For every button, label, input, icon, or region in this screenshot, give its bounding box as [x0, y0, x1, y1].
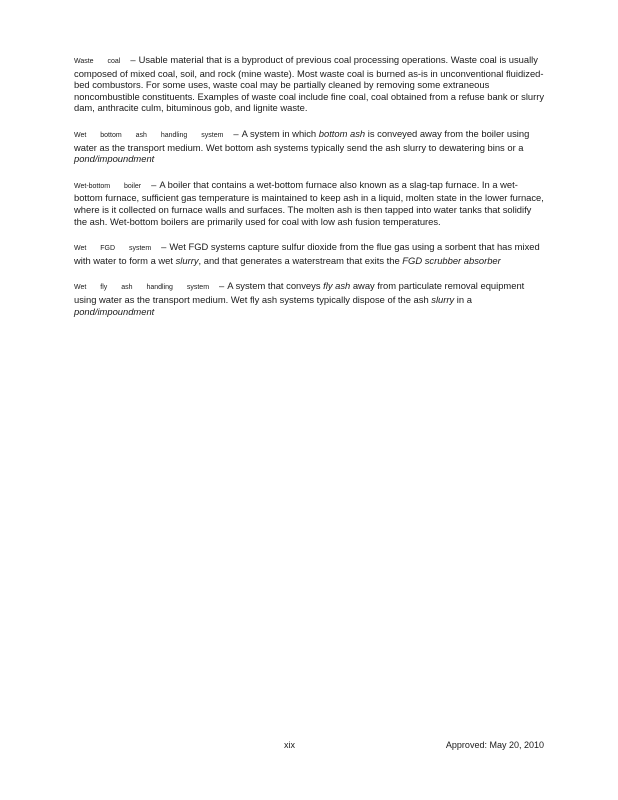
definition-text: , and that generates a waterstream that exits the: [198, 254, 403, 266]
glossary-term: Waste coal: [74, 58, 121, 65]
definition-text: A boiler that contains a wet-bottom furnace also known as a slag-tap furnace. In a wet-bottom furnace, sufficient gas temperature is maintained to keep ash in a liquid, molten state in the lower furnace, where is it collected on furnace walls and surfaces. The molten ash is then tapped into water tanks that solidify the ash. Wet-bottom boilers are primarily used for coal with low ash fusion temperatures.: [74, 178, 544, 227]
definition-italic-term: pond/impoundment: [74, 305, 155, 317]
glossary-entry: [74, 280, 546, 317]
definition-text: A system that conveys: [227, 280, 324, 292]
definition-italic-term: fly ash: [323, 280, 351, 292]
term-separator: –: [233, 127, 239, 139]
glossary-definition: [74, 54, 544, 113]
glossary-entry: [74, 54, 546, 114]
term-separator: –: [161, 241, 167, 253]
definition-text: in a: [454, 293, 472, 305]
glossary-entry: [74, 128, 546, 165]
definition-text: A system in which: [241, 127, 319, 139]
definition-text: away from particulate removal equipment using water as the transport medium. Wet fly ash systems typically dispose of the ash: [74, 280, 525, 305]
glossary-term: Wet bottom ash handling system: [74, 131, 224, 139]
term-separator: –: [151, 178, 157, 190]
term-separator: –: [219, 280, 225, 292]
approval-date: Approved: May 20, 2010: [445, 740, 544, 750]
glossary-entries: [74, 54, 546, 331]
definition-italic-term: FGD scrubber absorber: [402, 254, 501, 266]
definition-text: Usable material that is a byproduct of previous coal processing operations. Waste coal is usually composed of mixed coal, soil, and rock (mine waste). Most waste coal is burned as-is in unconventional fluidized-bed combustors. For some uses, waste coal may be partially cleaned by removing some extraneous noncombustible constituents. Examples of waste coal include fine coal, coal obtained from a refuse bank or slurry dam, anthracite culm, bituminous gob, and lignite waste.: [74, 54, 545, 114]
definition-italic-term: slurry: [431, 293, 455, 305]
definition-italic-term: bottom ash: [318, 127, 366, 139]
definition-text: is conveyed away from the boiler using water as the transport medium. Wet bottom ash systems typically send the ash slurry to dewatering bins or a: [74, 127, 530, 153]
term-separator: –: [130, 54, 136, 65]
glossary-definition: [74, 179, 544, 227]
definition-text: Wet FGD systems capture sulfur dioxide from the flue gas using a sorbent that has mixed with water to form a wet: [74, 241, 540, 266]
glossary-term: Wet fly ash handling system: [74, 284, 210, 292]
glossary-entry: [74, 241, 546, 266]
glossary-term: Wet-bottom boiler: [74, 182, 142, 190]
definition-italic-term: slurry: [175, 254, 199, 266]
glossary-entry: [74, 179, 546, 227]
page-number: xix: [284, 740, 295, 750]
glossary-term: Wet FGD system: [74, 245, 152, 253]
definition-italic-term: pond/impoundment: [74, 153, 155, 165]
